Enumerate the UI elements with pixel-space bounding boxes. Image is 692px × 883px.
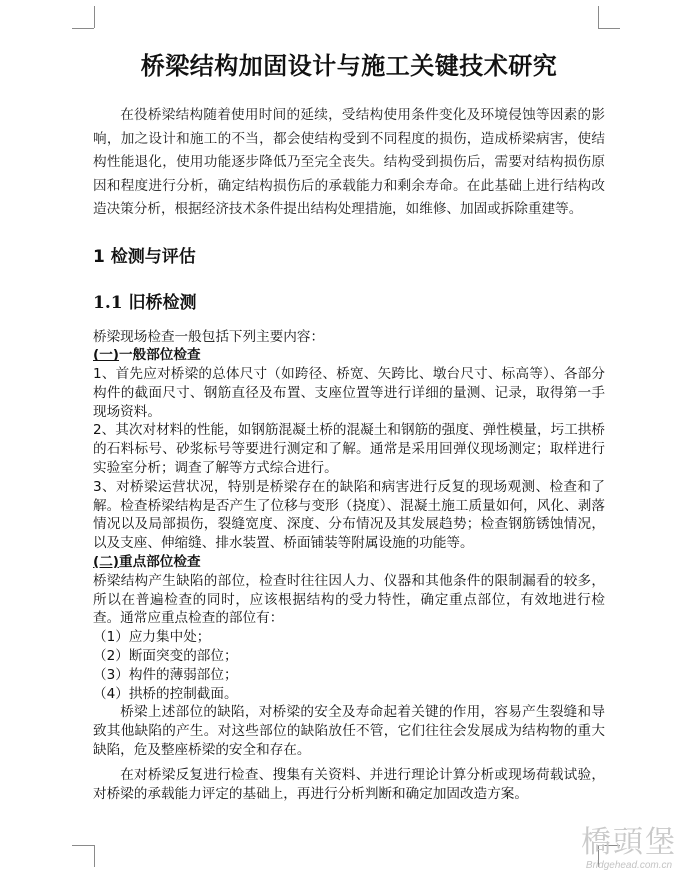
- paragraph: 桥梁结构产生缺陷的部位，检查时往往因人力、仪器和其他条件的限制漏看的较多，所以在普遍检查的同时，应该根据结构的受力特性，确定重点部位，有效地进行检查。通常应重点检查的部位有：: [93, 572, 605, 627]
- list-item: （2）断面突变的部位；: [93, 648, 238, 665]
- crop-mark: [72, 28, 94, 29]
- crop-mark: [598, 28, 620, 29]
- lead-line: 桥梁现场检查一般包括下列主要内容：: [93, 328, 325, 345]
- crop-mark: [72, 845, 94, 846]
- part-heading: [93, 553, 605, 572]
- subsection-body: [93, 328, 605, 804]
- list-item: （4）拱桥的控制截面。: [93, 685, 238, 702]
- crop-mark: [94, 845, 95, 867]
- part-number: (一): [93, 347, 120, 364]
- paragraph: 桥梁上述部位的缺陷，对桥梁的安全及寿命起着关键的作用，容易产生裂缝和导致其他缺陷的产生。对这些部位的缺陷放任不管，它们往往会发展成为结构物的重大缺陷，危及整座桥梁的安全和存在。: [93, 704, 605, 759]
- part-heading: [93, 346, 605, 365]
- list-item: 3、对桥梁运营状况，特别是桥梁存在的缺陷和病害进行反复的现场观测、检查和了解。检查桥梁结构是否产生了位移与变形（挠度）、混凝土施工质量如何，风化、剥落情况以及局部损伤，裂缝宽度、深度、分布情况及其发展趋势；检查钢筋锈蚀情况，以及支座、伸缩缝、排水装置、桥面铺装等附属设施的功能等。: [93, 478, 605, 552]
- watermark-logo: [574, 826, 684, 876]
- part-label: 重点部位检查: [119, 554, 201, 571]
- watermark-url: Bridgehead.com.cn: [585, 860, 673, 871]
- intro-paragraph: 在役桥梁结构随着使用时间的延续，受结构使用条件变化及环境侵蚀等因素的影响，加之设计和施工的不当，都会使结构受到不同程度的损伤，造成桥梁病害，使结构性能退化，使用功能逐步降低乃至完全丧失。结构受到损伤后，需要对结构损伤原因和程度进行分析，确定结构损伤后的承载能力和剩余寿命。在此基础上进行结构改造决策分析，根据经济技术条件提出结构处理措施，如维修、加固或拆除重建等。: [93, 107, 605, 217]
- list-item: 2、其次对材料的性能，如钢筋混凝土桥的混凝土和钢筋的强度、弹性模量，圬工拱桥的石料标号、砂浆标号等要进行测定和了解。通常是采用回弹仪现场测定；取样进行实验室分析；调查了解等方式综合进行。: [93, 422, 605, 477]
- list-item: 1、首先应对桥梁的总体尺寸（如跨径、桥宽、矢跨比、墩台尺寸、标高等）、各部分构件的截面尺寸、钢筋直径及布置、支座位置等进行详细的量测、记录，取得第一手现场资料。: [93, 366, 605, 420]
- list-item: （1）应力集中处；: [93, 629, 211, 646]
- crop-mark: [598, 6, 599, 28]
- document-title: 桥梁结构加固设计与施工关键技术研究: [140, 51, 558, 80]
- section-heading: 1 检测与评估: [93, 246, 196, 267]
- list-item: （3）构件的薄弱部位；: [93, 666, 238, 683]
- part-number: (二): [93, 554, 120, 571]
- part-label: 一般部位检查: [119, 347, 201, 364]
- subsection-heading: 1.1 旧桥检测: [93, 292, 197, 313]
- crop-mark: [94, 6, 95, 28]
- paragraph: 在对桥梁反复进行检查、搜集有关资料、并进行理论计算分析或现场荷载试验，对桥梁的承载能力评定的基础上，再进行分析判断和确定加固改造方案。: [93, 766, 605, 802]
- document-page: [93, 48, 605, 803]
- watermark-chinese: 橋頭堡: [581, 825, 677, 860]
